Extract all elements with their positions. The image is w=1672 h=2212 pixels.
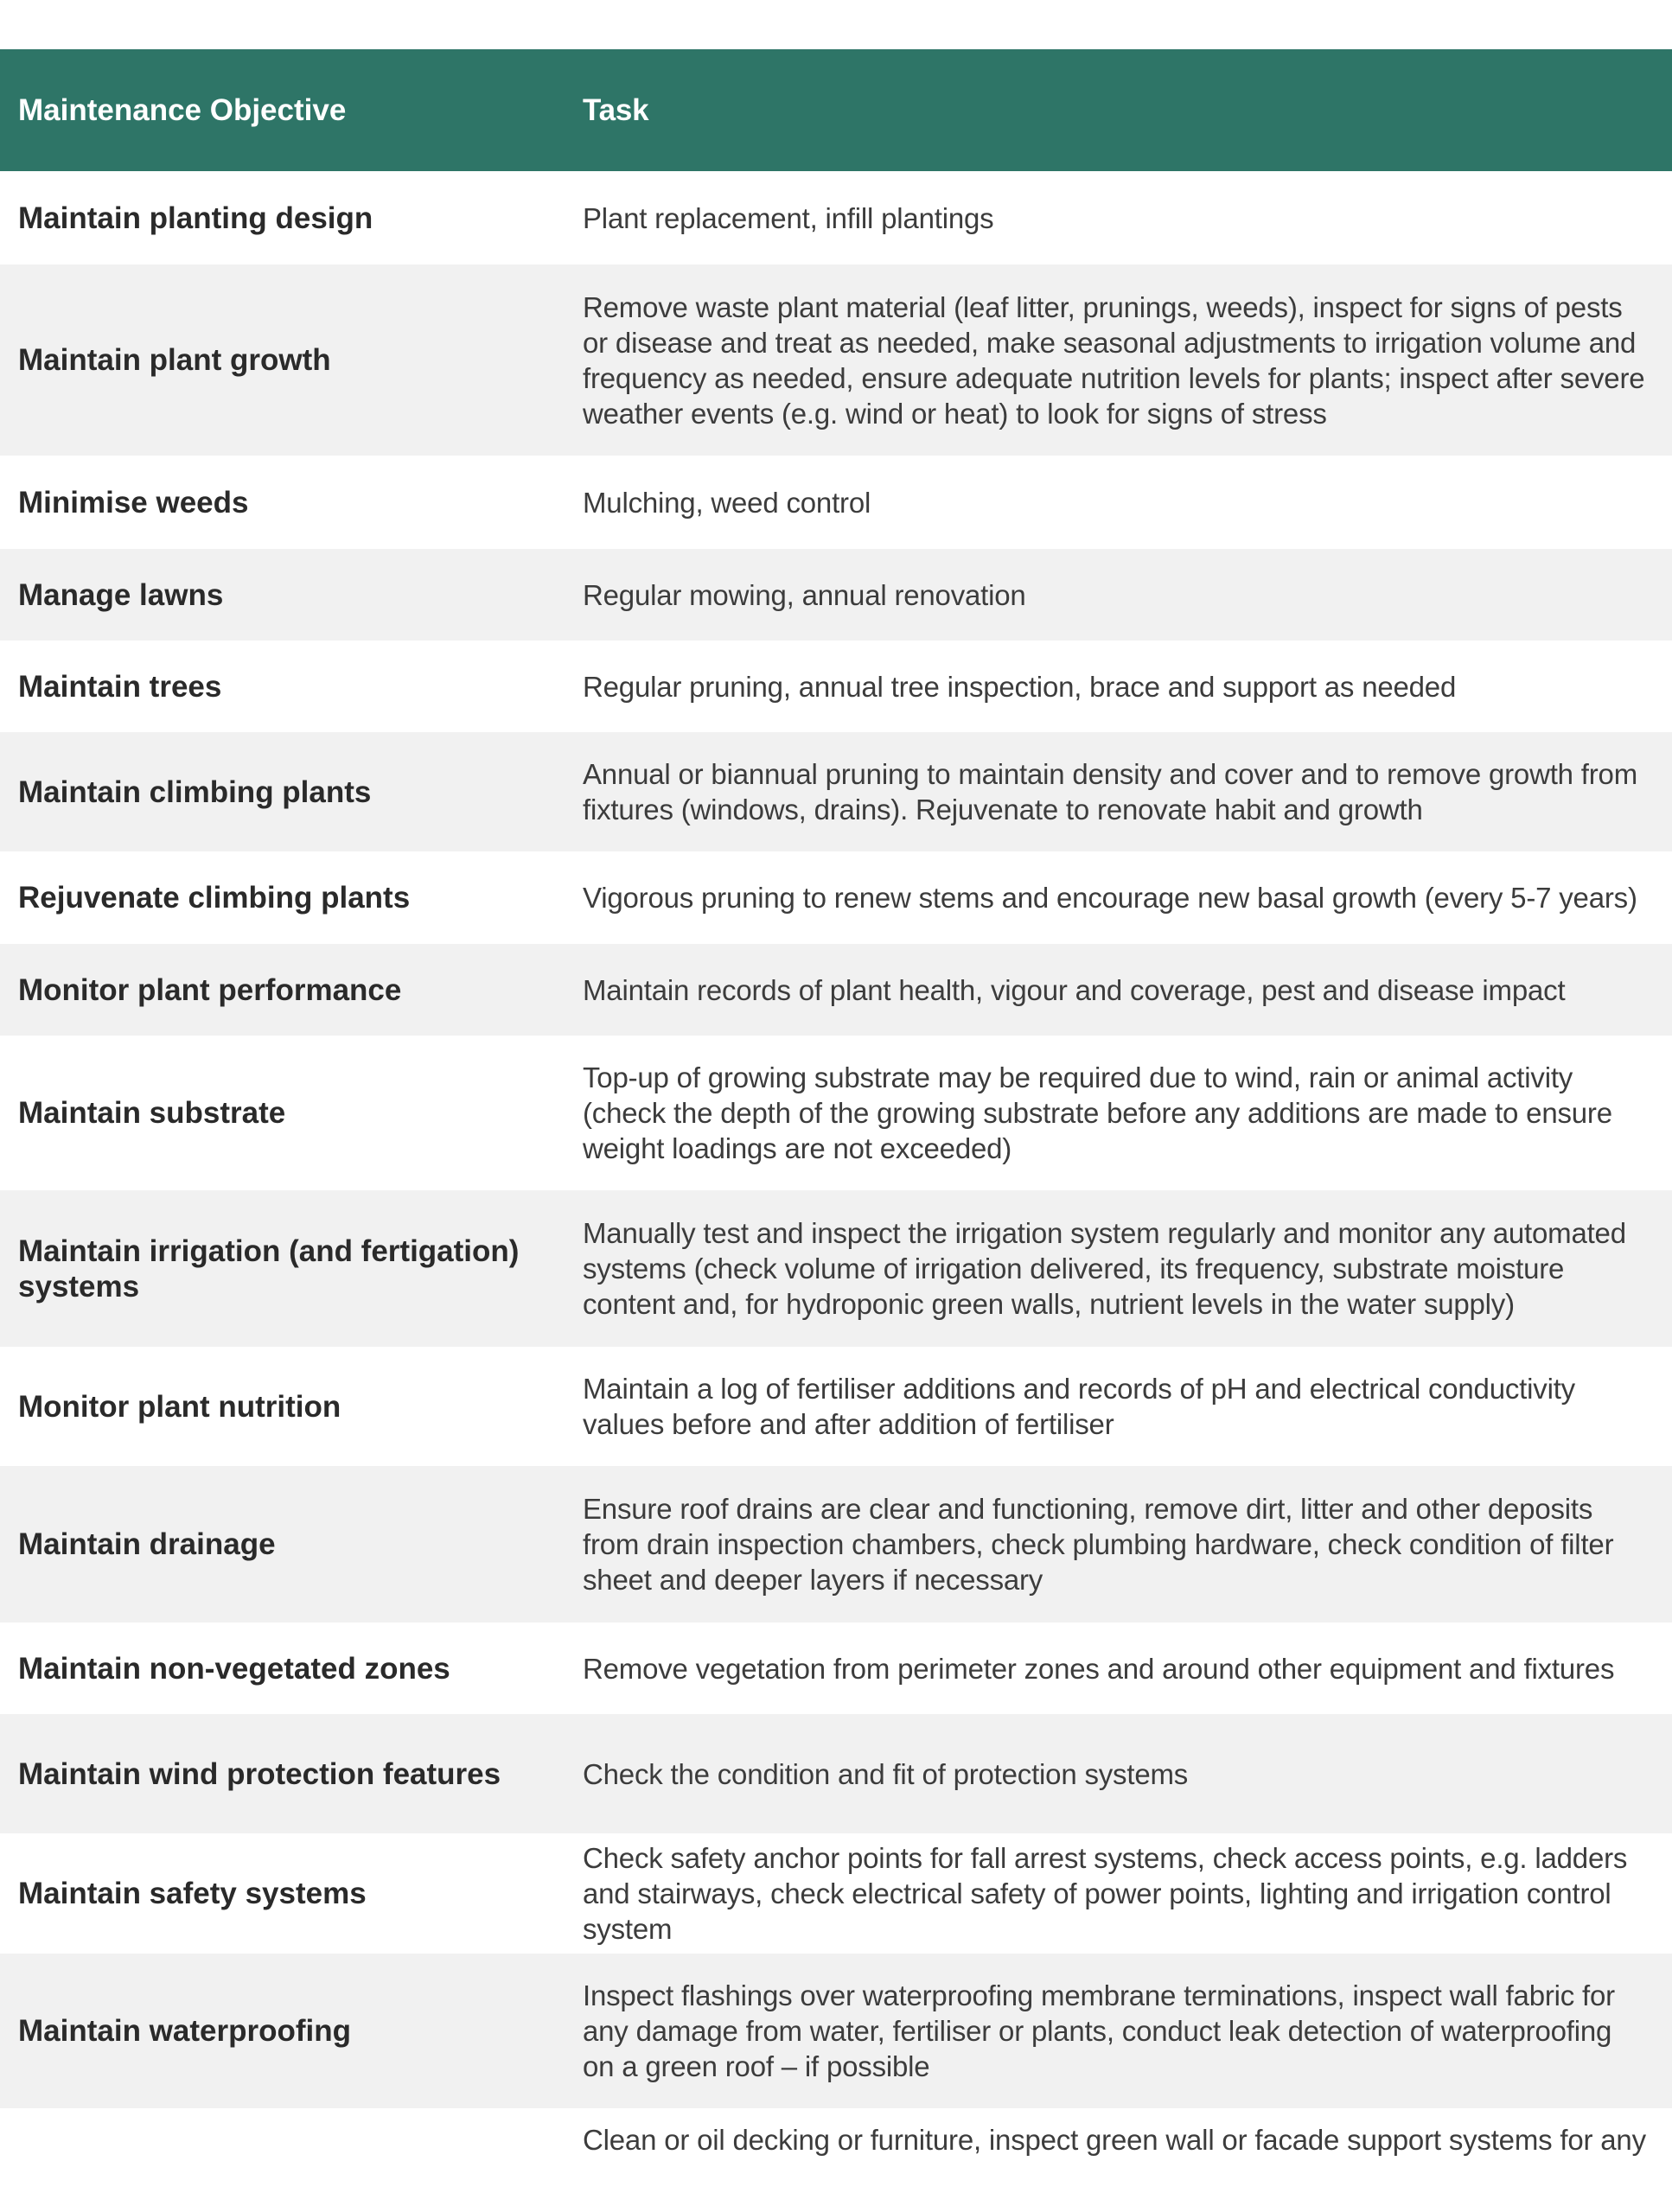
task-cell: Regular pruning, annual tree inspection, brace and support as needed xyxy=(583,670,1457,703)
task-cell: Manually test and inspect the irrigation system regularly and monitor any automated systems (check volume of irrigation delivered, its frequency, substrate moisture content and, for hydroponic green walls, nutrient levels in the water supply) xyxy=(583,1217,1626,1320)
table-header xyxy=(0,49,1672,171)
table-row xyxy=(0,2108,1672,2212)
task-cell: Check safety anchor points for fall arrest systems, check access points, e.g. ladders and stairways, check electrical safety of power points, lighting and irrigation control system xyxy=(583,1842,1628,1945)
header-objective: Maintenance Objective xyxy=(18,93,347,127)
table-row xyxy=(0,171,1672,265)
objective-cell: Monitor plant nutrition xyxy=(18,1389,341,1424)
objective-cell: Maintain non-vegetated zones xyxy=(18,1651,450,1686)
table-row xyxy=(0,1036,1672,1190)
table-row xyxy=(0,1714,1672,1833)
task-cell: Maintain records of plant health, vigour and coverage, pest and disease impact xyxy=(583,973,1566,1006)
table-row xyxy=(0,265,1672,456)
table-row xyxy=(0,641,1672,732)
table-row xyxy=(0,1466,1672,1622)
table-row xyxy=(0,732,1672,851)
task-cell: Clean or oil decking or furniture, inspect green wall or facade support systems for any xyxy=(583,2124,1646,2156)
task-cell: Check the condition and fit of protection systems xyxy=(583,1757,1189,1790)
header-task: Task xyxy=(583,93,649,127)
objective-cell: Maintain plant growth xyxy=(18,343,331,377)
task-cell: Mulching, weed control xyxy=(583,486,871,519)
table-row xyxy=(0,1190,1672,1347)
objective-cell: Maintain wind protection features xyxy=(18,1756,501,1791)
task-cell: Inspect flashings over waterproofing membrane terminations, inspect wall fabric for any damage from water, fertiliser or plants, conduct leak detection of waterproofing on a green roof – if possible xyxy=(583,1979,1615,2082)
task-cell: Ensure roof drains are clear and functioning, remove dirt, litter and other deposits from drain inspection chambers, check plumbing hardware, check condition of filter sheet and deeper layers if necessary xyxy=(583,1493,1614,1596)
table-row xyxy=(0,851,1672,944)
objective-cell: Maintain planting design xyxy=(18,201,373,235)
task-cell: Regular mowing, annual renovation xyxy=(583,578,1026,611)
table-row xyxy=(0,944,1672,1036)
table-row xyxy=(0,1833,1672,1954)
objective-cell: Maintain trees xyxy=(18,669,222,704)
objective-cell: Maintain substrate xyxy=(18,1096,286,1130)
task-cell: Maintain a log of fertiliser additions and records of pH and electrical conductivity values before and after addition of fertiliser xyxy=(583,1373,1575,1440)
task-cell: Remove waste plant material (leaf litter, prunings, weeds), inspect for signs of pests or disease and treat as needed, make seasonal adjustments to irrigation volume and frequency as needed, ensure adequate nutrition levels for plants; inspect after severe weather events (e.g. wind or heat) to look for signs of stress xyxy=(583,290,1645,430)
objective-cell: Maintain safety systems xyxy=(18,1877,367,1910)
objective-cell: Maintain irrigation (and fertigation) systems xyxy=(18,1233,520,1304)
objective-cell: Monitor plant performance xyxy=(18,972,402,1007)
table-row xyxy=(0,549,1672,641)
table-body xyxy=(0,171,1672,2212)
task-cell: Vigorous pruning to renew stems and encourage new basal growth (every 5-7 years) xyxy=(583,882,1637,914)
table-row xyxy=(0,1954,1672,2108)
objective-cell: Minimise weeds xyxy=(18,485,249,520)
task-cell: Annual or biannual pruning to maintain density and cover and to remove growth from fixtures (windows, drains). Rejuvenate to renovate habit and growth xyxy=(583,758,1637,826)
table-row xyxy=(0,1347,1672,1466)
objective-cell: Rejuvenate climbing plants xyxy=(18,881,411,915)
task-cell: Plant replacement, infill plantings xyxy=(583,201,994,234)
task-cell: Remove vegetation from perimeter zones and around other equipment and fixtures xyxy=(583,1652,1615,1685)
table-row xyxy=(0,1622,1672,1714)
table-row xyxy=(0,456,1672,549)
objective-cell: Maintain climbing plants xyxy=(18,775,372,809)
objective-cell: Manage lawns xyxy=(18,577,224,612)
objective-cell: Maintain waterproofing xyxy=(18,2014,351,2048)
objective-cell: Maintain drainage xyxy=(18,1527,276,1561)
maintenance-table xyxy=(0,49,1672,2212)
task-cell: Top-up of growing substrate may be required due to wind, rain or animal activity (check the depth of the growing substrate before any additions are made to ensure weight loadings are not exceeded) xyxy=(583,1061,1612,1164)
